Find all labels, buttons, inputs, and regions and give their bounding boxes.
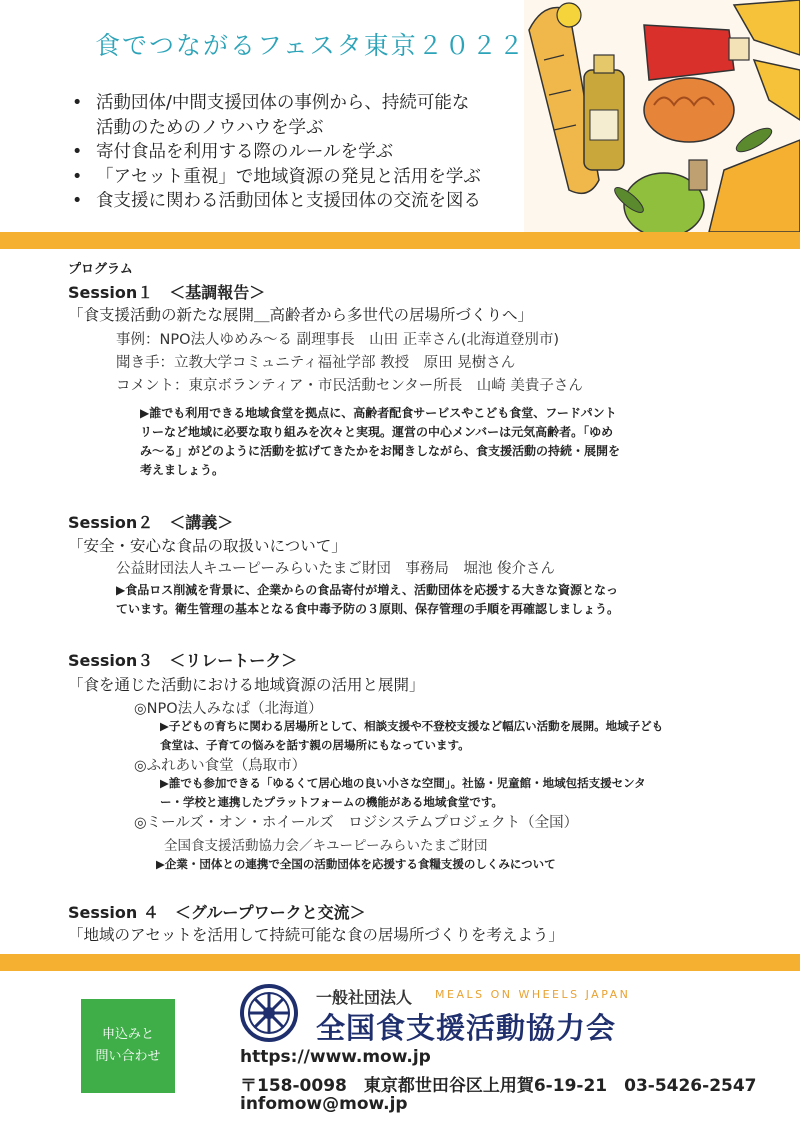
website-link[interactable]: https://www.mow.jp: [240, 1047, 431, 1067]
org-fureai-description: [160, 774, 780, 812]
goal-item: • 「アセット重視」で地域資源の発見と活用を学ぶ: [70, 166, 481, 190]
program-label: プログラム: [68, 262, 133, 277]
session1-description: [140, 404, 780, 480]
goal-list: [70, 92, 481, 215]
session2-heading: Session２ ＜講義＞: [68, 513, 234, 532]
email-link[interactable]: infomow@mow.jp: [240, 1094, 408, 1114]
org-name: 全国食支援活動協力会: [316, 1011, 617, 1045]
session1-title: 「食支援活動の新たな展開＿高齢者から多世代の居場所づくりへ」: [68, 306, 534, 324]
hero-banner: [0, 0, 800, 232]
desc-line: ー・学校と連携したプラットフォームの機能がある地域食堂です。: [160, 795, 503, 809]
divider-bottom: [0, 954, 800, 971]
desc-line: ています。衛生管理の基本となる食中毒予防の３原則、保存管理の手順を再確認しましょう。: [116, 602, 620, 616]
session1-case: 事例：NPO法人ゆめみ〜る 副理事長 山田 正幸さん(北海道登別市): [116, 332, 560, 348]
apply-contact-button[interactable]: [81, 999, 175, 1093]
desc-line: ▶誰でも参加できる「ゆるくて居心地の良い小さな空間」。社協・児童館・地域包括支援センタ: [160, 776, 646, 790]
desc-line: 考えましょう。: [140, 463, 225, 477]
session2-title: 「安全・安心な食品の取扱いについて」: [68, 537, 347, 555]
org-meals-on-wheels-partners: 全国食支援活動協力会／キユーピーみらいたまご財団: [164, 838, 488, 854]
apply-label-line1: 申込みと: [101, 1027, 154, 1042]
session1-heading: Session１ ＜基調報告＞: [68, 283, 266, 302]
organization-logo-icon: [240, 984, 298, 1042]
session4-heading: Session ４ ＜グループワークと交流＞: [68, 903, 366, 922]
desc-line: み〜る」がどのように活動を拡げてきたかをお聞きしながら、食支援活動の持続・展開を: [140, 444, 621, 458]
org-type-label: 一般社団法人: [316, 988, 413, 1007]
desc-line: ▶誰でも利用できる地域食堂を拠点に、高齢者配食サービスやこども食堂、フードパント: [140, 406, 617, 420]
desc-line: ▶食品ロス削減を背景に、企業からの食品寄付が増え、活動団体を応援する大きな資源となっ: [116, 583, 618, 597]
desc-line: ▶子どもの育ちに関わる居場所として、相談支援や不登校支援など幅広い活動を展開。地域子ども: [160, 719, 664, 733]
divider-top: [0, 232, 800, 249]
session3-heading: Session３ ＜リレートーク＞: [68, 651, 298, 670]
event-title: 食でつながるフェスタ東京２０２２: [95, 31, 526, 60]
desc-line: リーなど地域に必要な取り組みを次々と実現。運営の中心メンバーは元気高齢者。「ゆめ: [140, 425, 614, 439]
org-minapa-description: [160, 717, 780, 755]
session1-interviewer: 聞き手：立教大学コミュニティ福祉学部 教授 原田 晃樹さん: [116, 355, 516, 371]
desc-line: ▶企業・団体との連携で全国の活動団体を応援する食糧支援のしくみについて: [156, 857, 556, 871]
goal-item-continued: 活動のためのノウハウを学ぶ: [96, 117, 324, 138]
session2-speaker: 公益財団法人キユーピーみらいたまご財団 事務局 堀池 俊介さん: [116, 561, 556, 577]
org-minapa: ◎NPO法人みなぱ（北海道）: [134, 701, 323, 717]
goal-item: • 活動団体/中間支援団体の事例から、持続可能な: [70, 92, 481, 116]
session2-description: [116, 581, 776, 619]
desc-line: 食堂は、子育ての悩みを話す親の居場所にもなっています。: [160, 738, 470, 752]
goal-item: • 食支援に関わる活動団体と支援団体の交流を図る: [70, 190, 481, 214]
org-fureai: ◎ふれあい食堂（鳥取市）: [134, 758, 307, 774]
session4-title: 「地域のアセットを活用して持続可能な食の居場所づくりを考えよう」: [68, 926, 564, 944]
session1-comment: コメント：東京ボランティア・市民活動センター所長 山崎 美貴子さん: [116, 378, 583, 394]
org-meals-on-wheels-description: [156, 855, 776, 874]
apply-label-line2: 問い合わせ: [95, 1049, 161, 1064]
org-english-name: MEALS ON WHEELS JAPAN: [435, 988, 631, 1001]
food-illustration: [524, 0, 800, 232]
org-meals-on-wheels: ◎ミールズ・オン・ホイールズ ロジシステムプロジェクト（全国）: [134, 815, 579, 831]
goal-item: • 寄付食品を利用する際のルールを学ぶ: [70, 141, 481, 165]
session3-title: 「食を通じた活動における地域資源の活用と展開」: [68, 676, 425, 694]
address-phone: 〒158-0098 東京都世田谷区上用賀6-19-21 03-5426-2547: [240, 1076, 757, 1096]
